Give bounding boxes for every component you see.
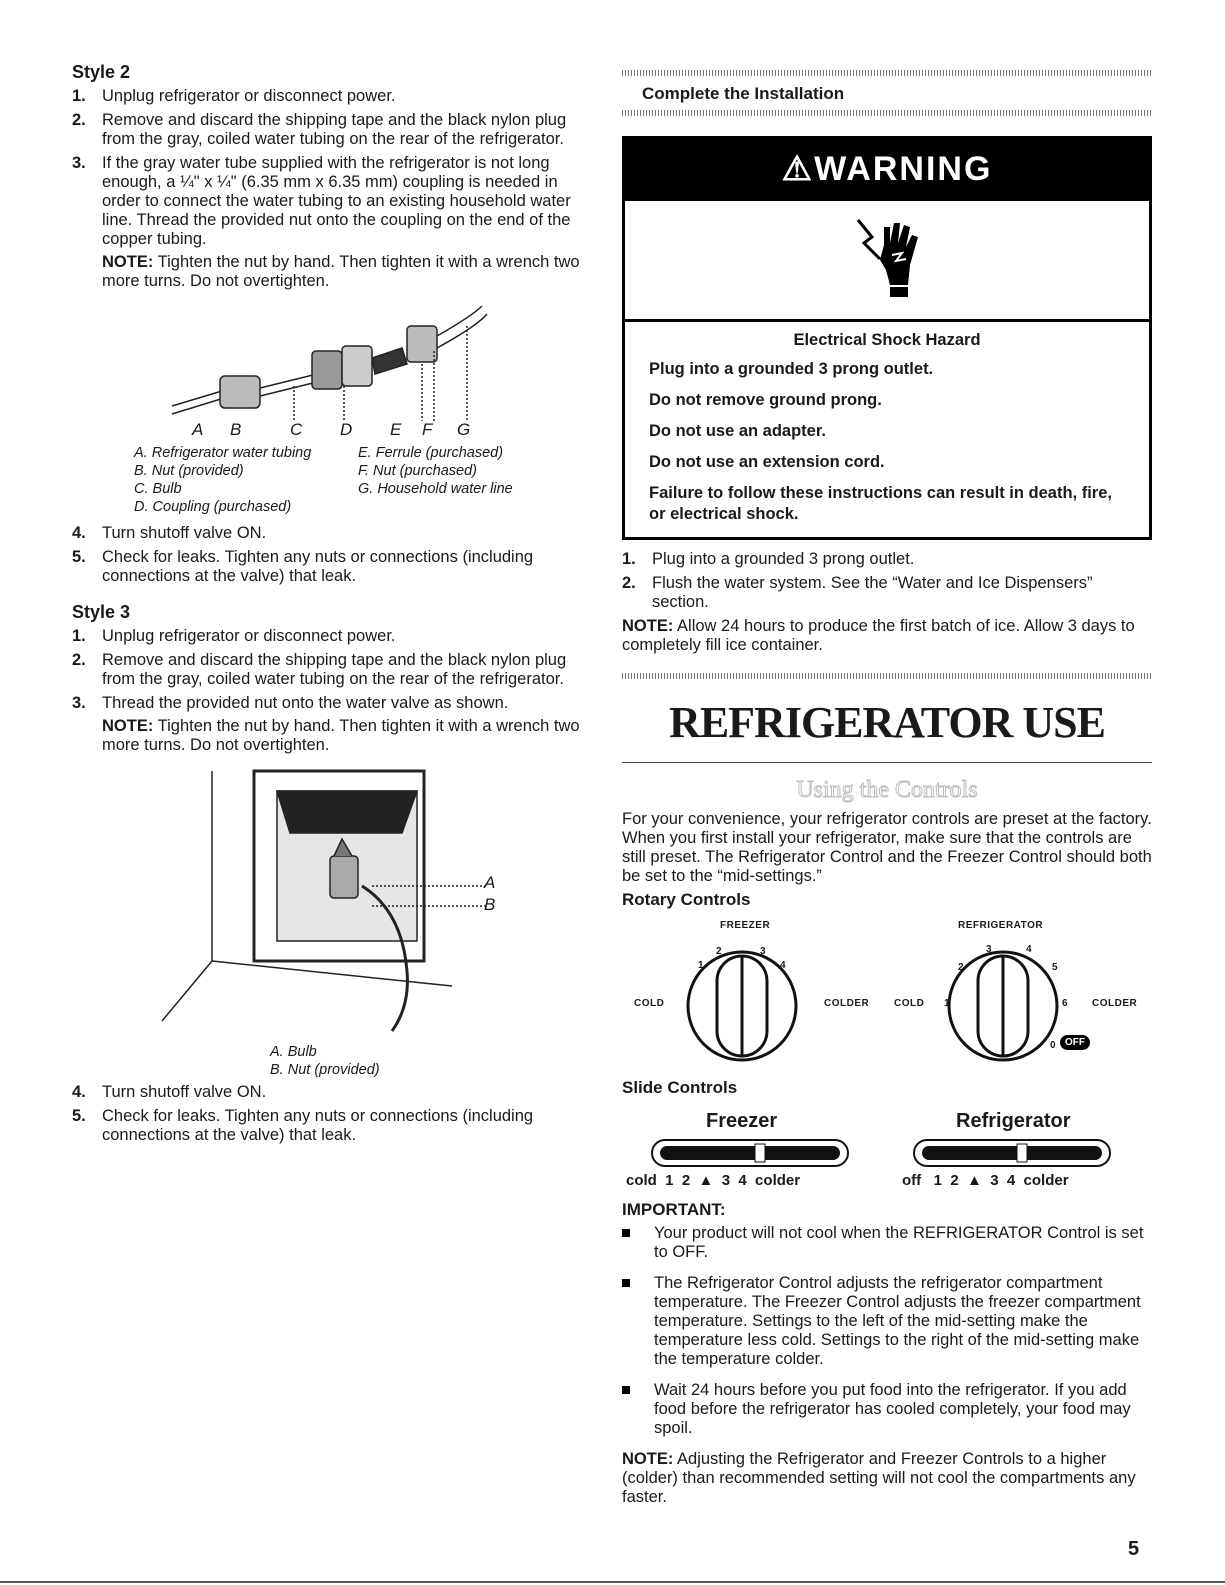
freezer-dial-icon bbox=[677, 934, 807, 1064]
list-item: 1. Plug into a grounded 3 prong outlet. bbox=[622, 550, 915, 568]
list-item: 4. Turn shutoff valve ON. bbox=[72, 1083, 267, 1101]
complete-steps bbox=[622, 550, 1152, 612]
warning-line: Do not remove ground prong. bbox=[649, 391, 882, 409]
list-item: 4. Turn shutoff valve ON. bbox=[72, 524, 267, 542]
refrigerator-tick: 6 bbox=[1062, 998, 1069, 1009]
freezer-slide-scale: cold 1 2 ▲ 3 4 colder bbox=[626, 1172, 801, 1189]
slide-controls bbox=[622, 1102, 1152, 1196]
caption-a: A. Refrigerator water tubing bbox=[134, 445, 312, 461]
water-valve-illustration bbox=[72, 761, 592, 1041]
list-item: 2. Flush the water system. See the “Water and Ice Dispensers” section. bbox=[622, 574, 1093, 611]
list-item: 5. Check for leaks. Tighten any nuts or connections (including connections at the valve) that leak. bbox=[72, 548, 534, 585]
figure-letter: F bbox=[422, 420, 433, 439]
freezer-tick: 3 bbox=[760, 946, 767, 957]
coupling-figure bbox=[72, 296, 592, 514]
caption-e: E. Ferrule (purchased) bbox=[358, 445, 504, 461]
rotary-heading: Rotary Controls bbox=[622, 890, 751, 909]
freezer-tick: 4 bbox=[780, 960, 787, 971]
refrigerator-tick: 2 bbox=[958, 962, 965, 973]
complete-note: NOTE: Allow 24 hours to produce the first batch of ice. Allow 3 days to completely fill ice container. bbox=[622, 617, 1135, 654]
warning-hazard-title: Electrical Shock Hazard bbox=[793, 331, 981, 349]
warning-line: Plug into a grounded 3 prong outlet. bbox=[649, 360, 934, 378]
freezer-dial-label: FREEZER bbox=[720, 920, 771, 931]
section-subtitle: Using the Controls bbox=[796, 777, 978, 803]
refrigerator-tick: 1 bbox=[944, 998, 951, 1009]
caption-b: B. Nut (provided) bbox=[134, 463, 244, 479]
warning-box bbox=[622, 136, 1152, 540]
caption-a: A. Bulb bbox=[270, 1044, 317, 1060]
freezer-slider-icon bbox=[650, 1138, 850, 1168]
figure-letter: B bbox=[230, 420, 242, 439]
refrigerator-dial-icon bbox=[938, 934, 1068, 1064]
refrigerator-slide-scale: off 1 2 ▲ 3 4 colder bbox=[902, 1172, 1069, 1189]
divider bbox=[622, 70, 1152, 76]
style3-heading: Style 3 bbox=[72, 602, 131, 622]
cold-label: COLD bbox=[894, 998, 925, 1009]
refrigerator-tick: 5 bbox=[1052, 962, 1059, 973]
refrigerator-slider-icon bbox=[912, 1138, 1112, 1168]
refrigerator-tick: 3 bbox=[986, 944, 993, 955]
style2-steps bbox=[72, 87, 592, 291]
figure-letter: D bbox=[340, 420, 353, 439]
important-bullets bbox=[622, 1224, 1152, 1438]
warning-triangle-icon: ⚠ bbox=[781, 150, 815, 188]
figure-letter: A bbox=[484, 873, 496, 892]
slide-heading: Slide Controls bbox=[622, 1078, 738, 1097]
colder-label: COLDER bbox=[1092, 998, 1138, 1009]
refrigerator-tick: 4 bbox=[1026, 944, 1033, 955]
figure-letter: B bbox=[484, 895, 496, 914]
warning-header: ⚠WARNING bbox=[625, 139, 1149, 201]
caption-f: F. Nut (purchased) bbox=[358, 463, 478, 479]
list-item: 2. Remove and discard the shipping tape and the black nylon plug from the gray, coiled water tubing on the rear of the refrigerator. bbox=[72, 651, 567, 688]
freezer-tick: 2 bbox=[716, 946, 723, 957]
figure-letter: E bbox=[390, 420, 402, 439]
colder-label: COLDER bbox=[824, 998, 870, 1009]
intro-paragraph: For your convenience, your refrigerator controls are preset at the factory. When you first install your refrigerator, make sure that the controls are still preset. The Refrigerator Control and the Freezer Control should both be set to the “mid-settings.” bbox=[622, 810, 1152, 885]
caption-d: D. Coupling (purchased) bbox=[134, 499, 292, 515]
style3-steps bbox=[72, 627, 592, 755]
refrigerator-zero-tick: 0 bbox=[1050, 1040, 1057, 1051]
refrigerator-dial-label: REFRIGERATOR bbox=[958, 920, 1044, 931]
figure-letter: A bbox=[192, 420, 204, 439]
cold-label: COLD bbox=[634, 998, 665, 1009]
style2-heading: Style 2 bbox=[72, 62, 131, 82]
freezer-slide-label: Freezer bbox=[706, 1110, 778, 1132]
freezer-tick: 1 bbox=[698, 960, 705, 971]
caption-g: G. Household water line bbox=[358, 481, 513, 497]
style2-steps-after bbox=[72, 524, 592, 586]
style3-steps-after bbox=[72, 1083, 592, 1145]
warning-line: Failure to follow these instructions can result in death, fire, or electrical shock. bbox=[649, 484, 1112, 523]
list-item: Wait 24 hours before you put food into the refrigerator. If you add food before the refrigerator has cooled completely, your food may spoil. bbox=[622, 1381, 1152, 1438]
figure-letter: C bbox=[290, 420, 303, 439]
controls-note: NOTE: Adjusting the Refrigerator and Freezer Controls to a higher (colder) than recommended setting will not cool the compartments any faster. bbox=[622, 1450, 1136, 1506]
caption-b: B. Nut (provided) bbox=[270, 1062, 380, 1078]
refrigerator-slide-label: Refrigerator bbox=[956, 1110, 1071, 1132]
water-valve-figure bbox=[72, 761, 592, 1083]
figure-letter: G bbox=[457, 420, 471, 439]
list-item: 5. Check for leaks. Tighten any nuts or connections (including connections at the valve) that leak. bbox=[72, 1107, 534, 1144]
important-label: IMPORTANT: bbox=[622, 1200, 726, 1219]
divider bbox=[622, 673, 1152, 679]
warning-body bbox=[625, 322, 1149, 537]
right-column bbox=[622, 70, 1152, 1507]
list-item: 2. Remove and discard the shipping tape and the black nylon plug from the gray, coiled water tubing on the rear of the refrigerator. bbox=[72, 111, 567, 148]
divider bbox=[622, 762, 1152, 763]
left-column bbox=[72, 62, 592, 1150]
style2-note: NOTE: Tighten the nut by hand. Then tighten it with a wrench two more turns. Do not overtighten. bbox=[102, 253, 580, 290]
page-bottom-rule bbox=[0, 1581, 1225, 1583]
off-badge: OFF bbox=[1060, 1035, 1090, 1050]
complete-heading: Complete the Installation bbox=[642, 84, 845, 103]
coupling-illustration bbox=[72, 296, 592, 426]
warning-line: Do not use an adapter. bbox=[649, 422, 826, 440]
shock-hazard-icon bbox=[625, 201, 1149, 322]
list-item: Your product will not cool when the REFRIGERATOR Control is set to OFF. bbox=[622, 1224, 1152, 1262]
list-item: 1. Unplug refrigerator or disconnect power. bbox=[72, 627, 396, 645]
list-item: The Refrigerator Control adjusts the refrigerator compartment temperature. The Freezer Control adjusts the freezer compartment temperature. Settings to the left of the mid-setting make the temperature less cold. Settings to the right of the mid-setting make the temperature colder. bbox=[622, 1274, 1152, 1369]
warning-line: Do not use an extension cord. bbox=[649, 453, 885, 471]
divider bbox=[622, 110, 1152, 116]
list-item: 3. Thread the provided nut onto the water valve as shown. NOTE: Tighten the nut by hand. Then tighten it with a wrench two more turns. Do not overtighten. bbox=[72, 694, 592, 755]
page-number: 5 bbox=[1128, 1538, 1140, 1560]
list-item: 1. Unplug refrigerator or disconnect power. bbox=[72, 87, 396, 105]
rotary-controls bbox=[622, 914, 1152, 1074]
list-item: 3. If the gray water tube supplied with the refrigerator is not long enough, a ¼" x ¼" (6.35 mm x 6.35 mm) coupling is needed in order to connect the water tubing to an existing household water line. Thread the provided nut onto the coupling on the end of the copper tubing. NOTE: Tighten the nut by hand. Then tighten it with a wrench two more turns. Do not overtighten. bbox=[72, 154, 592, 291]
style3-note: NOTE: Tighten the nut by hand. Then tighten it with a wrench two more turns. Do not overtighten. bbox=[102, 717, 580, 754]
page-title: REFRIGERATOR USE bbox=[669, 698, 1105, 747]
caption-c: C. Bulb bbox=[134, 481, 182, 497]
